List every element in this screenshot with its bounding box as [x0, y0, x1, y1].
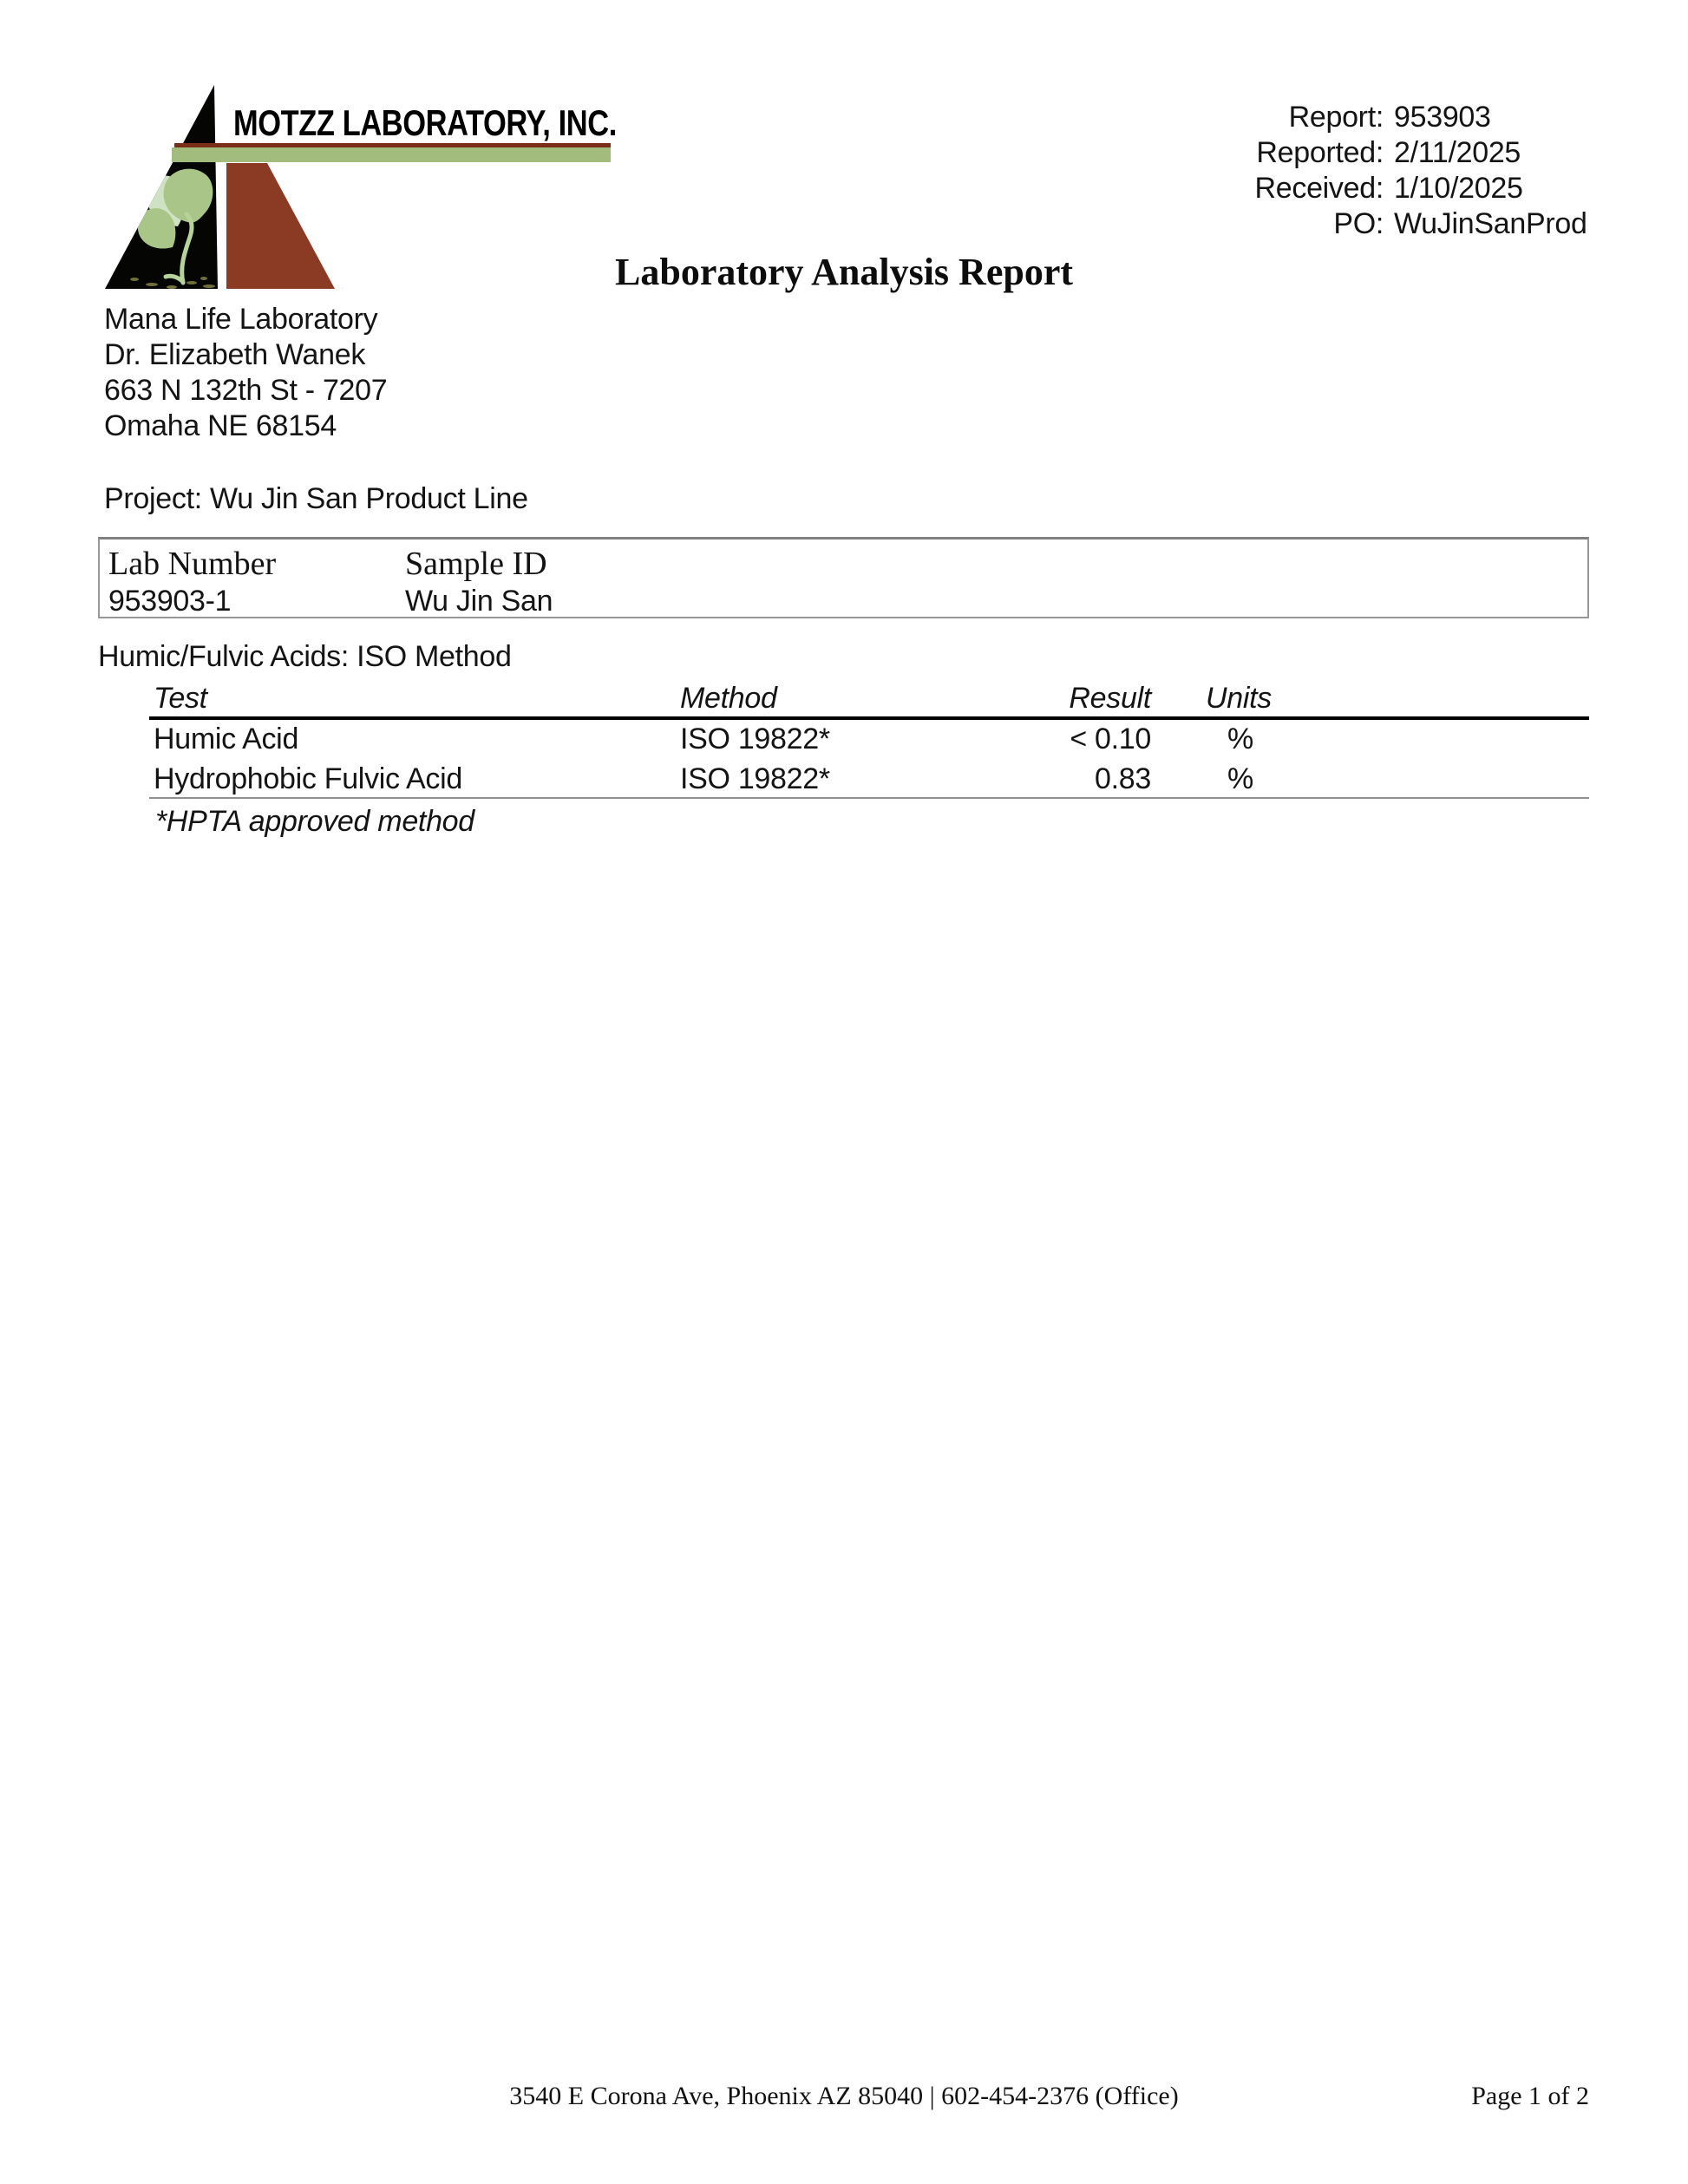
- section-title: Humic/Fulvic Acids: ISO Method: [98, 640, 512, 673]
- po-value: WuJinSanProd: [1394, 207, 1587, 240]
- project-line: Project: Wu Jin San Product Line: [104, 482, 528, 515]
- test-cell: Hydrophobic Fulvic Acid: [154, 762, 462, 795]
- units-column-header: Units: [1206, 682, 1272, 715]
- method-column-header: Method: [680, 682, 777, 715]
- lab-number-header: Lab Number: [108, 546, 277, 582]
- page-title: Laboratory Analysis Report: [615, 251, 1073, 293]
- result-cell: 0.83: [1095, 762, 1151, 795]
- test-column-header: Test: [154, 682, 207, 715]
- result-cell: < 0.10: [1070, 723, 1151, 755]
- reported-date-value: 2/11/2025: [1394, 136, 1521, 169]
- sample-table: [98, 537, 1589, 618]
- company-name: MOTZZ LABORATORY, INC.: [233, 102, 617, 143]
- units-cell: %: [1227, 723, 1253, 755]
- table-row: [149, 722, 1589, 757]
- report-number-label: Report:: [1288, 101, 1384, 134]
- client-address: [104, 302, 387, 444]
- client-street: 663 N 132th St - 7207: [104, 374, 388, 407]
- method-footnote: *HPTA approved method: [155, 805, 474, 838]
- footer-page-number: Page 1 of 2: [1471, 2082, 1589, 2110]
- client-contact: Dr. Elizabeth Wanek: [104, 338, 366, 371]
- reported-date-label: Reported:: [1256, 136, 1384, 169]
- received-date-label: Received:: [1254, 172, 1384, 205]
- footer-address: 3540 E Corona Ave, Phoenix AZ 85040 | 602-454-2376 (Office): [509, 2082, 1179, 2110]
- received-date-value: 1/10/2025: [1394, 172, 1523, 205]
- client-name: Mana Life Laboratory: [104, 303, 378, 336]
- units-cell: %: [1227, 762, 1253, 795]
- test-cell: Humic Acid: [154, 723, 299, 755]
- report-meta: [1076, 100, 1587, 242]
- method-cell: ISO 19822*: [680, 762, 830, 795]
- table-bottom-rule: [149, 797, 1589, 799]
- client-city: Omaha NE 68154: [104, 409, 337, 442]
- result-column-header: Result: [1069, 682, 1151, 715]
- po-label: PO:: [1333, 207, 1384, 240]
- header-rule: [149, 716, 1589, 720]
- lab-number-value: 953903-1: [108, 585, 232, 618]
- analysis-header-row: [149, 681, 1589, 716]
- sample-id-value: Wu Jin San: [405, 585, 553, 618]
- method-cell: ISO 19822*: [680, 723, 830, 755]
- table-row: [149, 762, 1589, 797]
- sample-id-header: Sample ID: [405, 546, 547, 582]
- report-number-value: 953903: [1394, 101, 1491, 134]
